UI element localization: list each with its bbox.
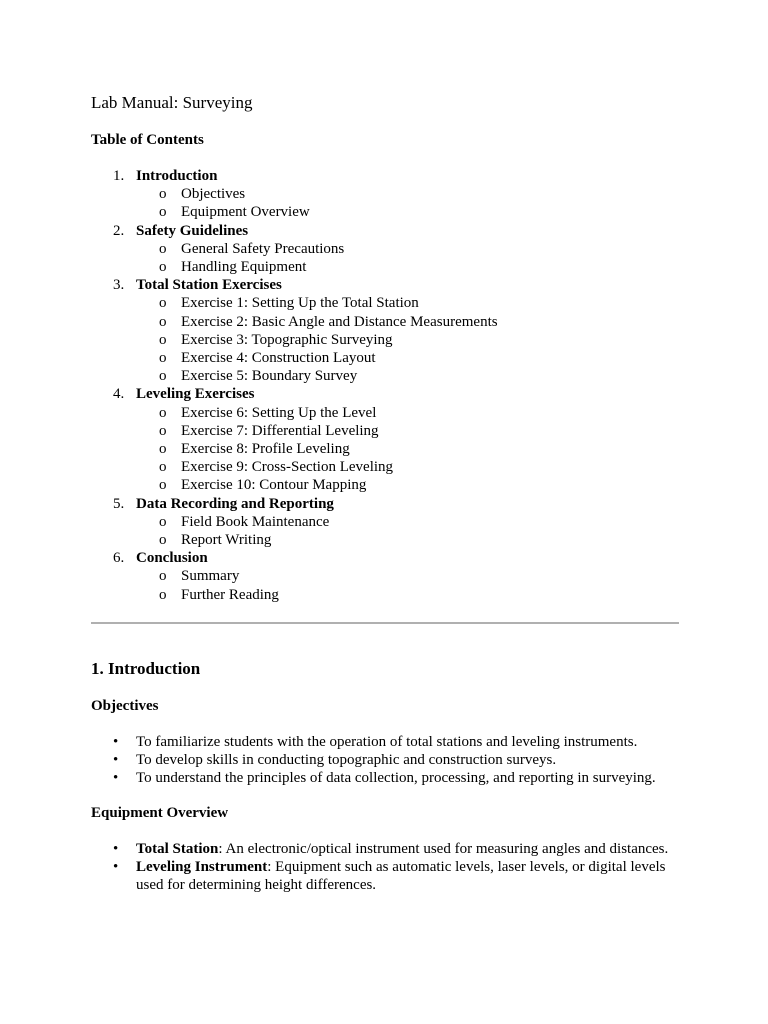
toc-section-label: Data Recording and Reporting [136,495,334,512]
equipment-term: Leveling Instrument [136,859,268,876]
sub-bullet-marker: o [159,568,167,585]
equipment-description: : Equipment such as automatic levels, laser levels, or digital levels used for determining height differences. [136,859,666,894]
toc-section-label: Total Station Exercises [136,277,282,294]
bullet-icon: • [113,859,119,876]
toc-section-label: Leveling Exercises [136,386,255,403]
toc-subitem: o Exercise 7: Differential Leveling [159,422,379,439]
sub-bullet-marker: o [159,404,167,421]
horizontal-divider [91,622,679,624]
toc-section-leveling-exercises [91,385,691,494]
toc-subitem: o Report Writing [159,532,272,549]
toc-section-data-recording [91,495,691,550]
toc-subitem: o Exercise 1: Setting Up the Total Station [159,295,419,312]
toc-subitem: o Further Reading [159,586,279,603]
toc-subitem: o Exercise 9: Cross-Section Leveling [159,459,394,476]
toc-subitem: o Summary [159,568,240,585]
toc-section-label: Introduction [136,168,218,184]
toc-section-number: 4. [113,386,125,403]
toc-subitem: o Equipment Overview [159,204,310,221]
equipment-term: Total Station [136,841,219,857]
sub-bullet-marker: o [159,513,167,530]
list-item: • To develop skills in conducting topographic and construction surveys. [113,752,557,769]
toc-section-total-station-exercises [91,276,691,385]
toc-section-introduction [91,167,691,222]
toc-subitem: o General Safety Precautions [159,240,345,257]
sub-bullet-marker: o [159,441,167,458]
toc-section-conclusion [91,549,691,604]
bullet-icon: • [113,752,119,769]
sub-bullet-marker: o [159,459,167,476]
list-item: • To familiarize students with the operation of total stations and leveling instruments. [113,734,638,750]
sub-bullet-marker: o [159,368,167,385]
sub-bullet-marker: o [159,259,167,276]
sub-bullet-marker: o [159,186,167,203]
bullet-icon: • [113,841,119,857]
toc-subitem: o Exercise 4: Construction Layout [159,350,376,367]
sub-bullet-marker: o [159,295,167,312]
toc-heading: Table of Contents [91,132,204,148]
bullet-icon: • [113,770,119,787]
equipment-overview-heading: Equipment Overview [91,805,229,821]
toc-section-number: 6. [113,550,125,567]
toc-section-number: 5. [113,495,125,512]
equipment-list [91,840,681,895]
toc-subitem: o Exercise 8: Profile Leveling [159,441,350,458]
sub-bullet-marker: o [159,240,167,257]
table-of-contents [91,167,691,604]
objectives-list [91,733,681,788]
sub-bullet-marker: o [159,331,167,348]
toc-subitem: o Exercise 10: Contour Mapping [159,477,367,494]
toc-subitem: o Exercise 6: Setting Up the Level [159,404,377,421]
toc-subitem: o Exercise 2: Basic Angle and Distance Measurements [159,313,498,330]
toc-section-number: 3. [113,277,125,294]
toc-subitem: o Exercise 5: Boundary Survey [159,368,358,385]
document-title: Lab Manual: Surveying [91,93,253,112]
list-item [91,840,681,858]
toc-section-safety-guidelines [91,222,691,277]
toc-subitem: o Exercise 3: Topographic Surveying [159,331,393,348]
toc-subitem: o Handling Equipment [159,259,307,276]
toc-section-label: Conclusion [136,550,208,567]
sub-bullet-marker: o [159,422,167,439]
list-item: • To understand the principles of data collection, processing, and reporting in surveying. [113,770,656,787]
section-heading-introduction: 1. Introduction [91,659,201,678]
sub-bullet-marker: o [159,586,167,603]
toc-section-number: 1. [113,168,125,184]
equipment-description: : An electronic/optical instrument used for measuring angles and distances. [218,841,669,857]
toc-subitem: o Field Book Maintenance [159,513,330,530]
list-item [91,858,681,894]
sub-bullet-marker: o [159,532,167,549]
bullet-icon: • [113,734,119,750]
toc-section-number: 2. [113,222,125,239]
sub-bullet-marker: o [159,313,167,330]
sub-bullet-marker: o [159,350,167,367]
objectives-heading: Objectives [91,698,159,714]
toc-subitem: o Objectives [159,186,246,203]
sub-bullet-marker: o [159,204,167,221]
sub-bullet-marker: o [159,477,167,494]
toc-section-label: Safety Guidelines [136,222,249,239]
